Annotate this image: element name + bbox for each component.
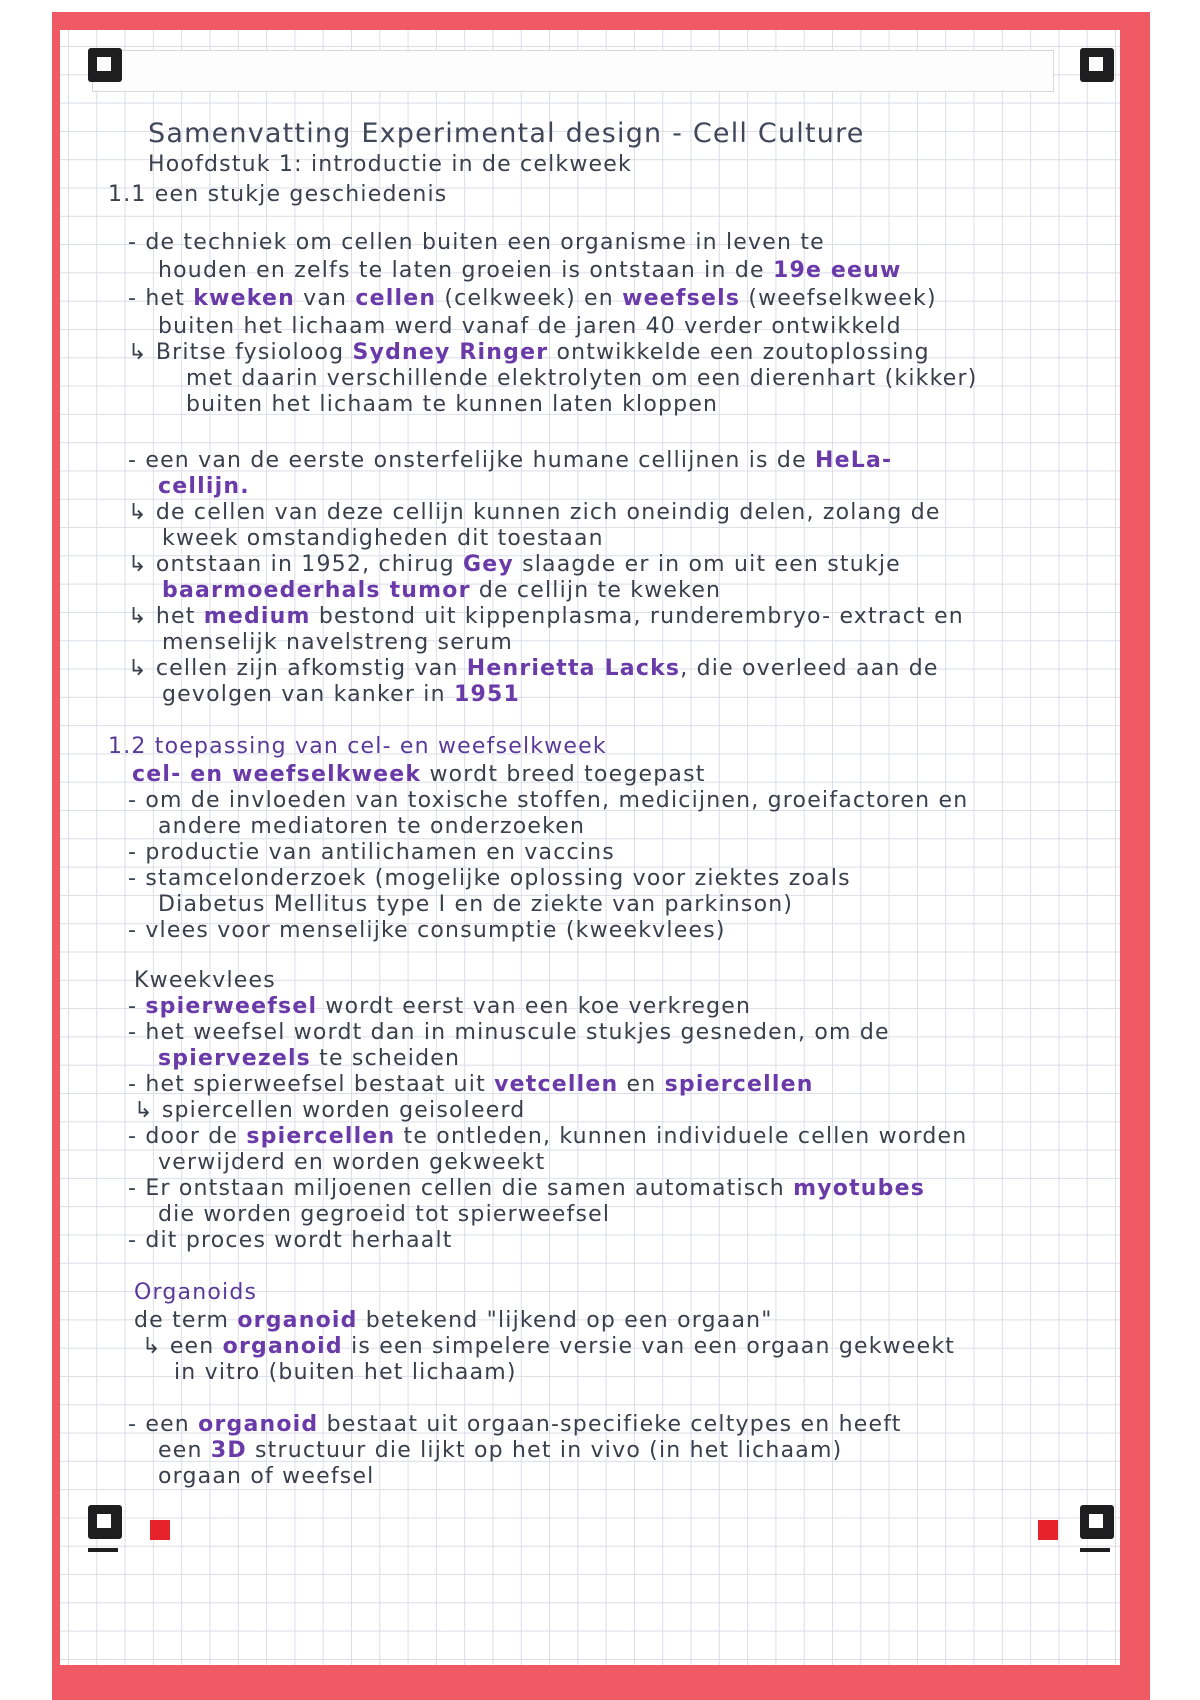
note-line: ↳ spiercellen worden geisoleerd [134, 1098, 526, 1123]
note-line: - het kweken van cellen (celkweek) en weefsels (weefselkweek) [128, 286, 937, 311]
note-line: - het weefsel wordt dan in minuscule stukjes gesneden, om de [128, 1020, 890, 1045]
note-line: - een van de eerste onsterfelijke humane cellijnen is de HeLa- [128, 448, 893, 473]
note-line: - vlees voor menselijke consumptie (kweekvlees) [128, 918, 726, 943]
note-line: Hoofdstuk 1: introductie in de celkweek [148, 152, 632, 177]
note-line: kweek omstandigheden dit toestaan [162, 526, 604, 551]
note-line: houden en zelfs te laten groeien is ontstaan in de 19e eeuw [158, 258, 902, 283]
note-line: Samenvatting Experimental design - Cell Culture [148, 118, 865, 149]
note-line: buiten het lichaam te kunnen laten kloppen [186, 392, 719, 417]
note-line: andere mediatoren te onderzoeken [158, 814, 586, 839]
note-line: ↳ een organoid is een simpelere versie van een orgaan gekweekt [142, 1334, 956, 1359]
note-line: 1.1 een stukje geschiedenis [108, 182, 448, 207]
note-line: - spierweefsel wordt eerst van een koe verkregen [128, 994, 752, 1019]
note-line: ↳ ontstaan in 1952, chirug Gey slaagde er in om uit een stukje [128, 552, 901, 577]
note-line: verwijderd en worden gekweekt [158, 1150, 546, 1175]
note-line: ↳ de cellen van deze cellijn kunnen zich oneindig delen, zolang de [128, 500, 941, 525]
note-line: - een organoid bestaat uit orgaan-specifieke celtypes en heeft [128, 1412, 902, 1437]
note-line: - dit proces wordt herhaalt [128, 1228, 453, 1253]
note-line: 1.2 toepassing van cel- en weefselkweek [108, 734, 607, 759]
note-line: in vitro (buiten het lichaam) [174, 1360, 517, 1385]
note-line: cellijn. [158, 474, 250, 499]
note-line: Organoids [134, 1280, 258, 1305]
note-line: - door de spiercellen te ontleden, kunnen individuele cellen worden [128, 1124, 968, 1149]
note-line: - de techniek om cellen buiten een organisme in leven te [128, 230, 825, 255]
note-line: - productie van antilichamen en vaccins [128, 840, 615, 865]
note-line: menselijk navelstreng serum [162, 630, 513, 655]
note-line: orgaan of weefsel [158, 1464, 375, 1489]
note-line: - het spierweefsel bestaat uit vetcellen en spiercellen [128, 1072, 814, 1097]
note-line: gevolgen van kanker in 1951 [162, 682, 520, 707]
note-line: buiten het lichaam werd vanaf de jaren 40 verder ontwikkeld [158, 314, 902, 339]
note-line: ↳ het medium bestond uit kippenplasma, runderembryo- extract en [128, 604, 964, 629]
note-line: spiervezels te scheiden [158, 1046, 461, 1071]
note-line: Kweekvlees [134, 968, 276, 993]
note-line: - stamcelonderzoek (mogelijke oplossing voor ziektes zoals [128, 866, 851, 891]
note-line: met daarin verschillende elektrolyten om een dierenhart (kikker) [186, 366, 978, 391]
note-line: - om de invloeden van toxische stoffen, medicijnen, groeifactoren en [128, 788, 969, 813]
note-line: ↳ Britse fysioloog Sydney Ringer ontwikkelde een zoutoplossing [128, 340, 930, 365]
note-line: een 3D structuur die lijkt op het in vivo (in het lichaam) [158, 1438, 843, 1463]
note-line: ↳ cellen zijn afkomstig van Henrietta Lacks, die overleed aan de [128, 656, 939, 681]
note-line: baarmoederhals tumor de cellijn te kweken [162, 578, 722, 603]
note-line: - Er ontstaan miljoenen cellen die samen automatisch myotubes [128, 1176, 926, 1201]
note-line: cel- en weefselkweek wordt breed toegepast [132, 762, 706, 787]
note-line: Diabetus Mellitus type I en de ziekte van parkinson) [158, 892, 794, 917]
note-line: die worden gegroeid tot spierweefsel [158, 1202, 611, 1227]
note-line: de term organoid betekend "lijkend op een orgaan" [134, 1308, 773, 1333]
